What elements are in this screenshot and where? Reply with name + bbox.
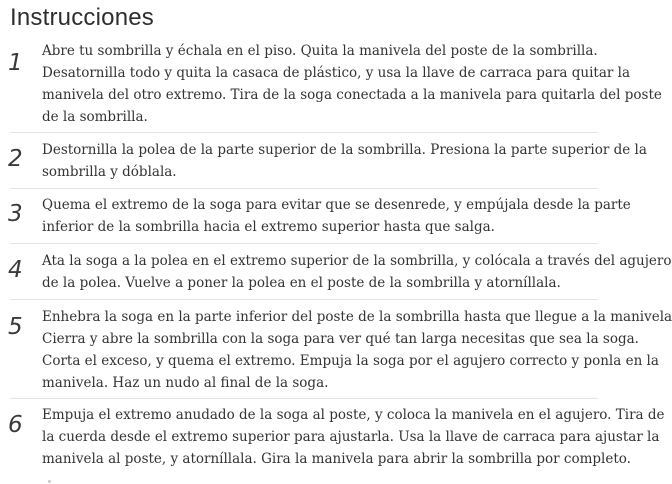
step-line: Abre tu sombrilla y échala en el piso. Quita la manivela del poste de la sombrilla.	[42, 43, 598, 59]
step-line: Desatornilla todo y quita la casaca de plástico, y usa la llave de carraca para quitar la	[42, 65, 630, 81]
step-number: 2	[8, 146, 23, 172]
step-line: Cierra y abre la sombrilla con la soga para ver qué tan larga necesitas que sea la soga.	[42, 331, 639, 347]
step-divider	[10, 243, 598, 244]
step-line: manivela del otro extremo. Tira de la soga conectada a la manivela para quitarla del poste	[42, 87, 662, 103]
step-divider	[10, 398, 598, 399]
step-divider	[10, 299, 598, 300]
step-line: Enhebra la soga en la parte inferior del poste de la sombrilla hasta que llegue a la manivela	[42, 309, 672, 325]
step-number: 4	[8, 257, 23, 283]
step-text	[42, 194, 631, 238]
step-divider	[10, 188, 598, 189]
step-line: manivela al poste, y atorníllala. Gira la manivela para abrir la sombrilla por completo.	[42, 451, 631, 467]
decorative-dot	[48, 480, 51, 483]
step-line: de la polea. Vuelve a poner la polea en el poste de la sombrilla y atorníllala.	[42, 275, 561, 291]
step-number: 6	[8, 412, 23, 438]
step-line: manivela. Haz un nudo al final de la soga.	[42, 375, 329, 391]
step-line: Corta el exceso, y quema el extremo. Empuja la soga por el agujero correcto y ponla en la	[42, 353, 659, 369]
step-number: 5	[8, 314, 23, 340]
step-line: Ata la soga a la polea en el extremo superior de la sombrilla, y colócala a través del agujero	[42, 253, 672, 269]
step-line: de la sombrilla.	[42, 109, 148, 125]
step-line: la cuerda desde el extremo superior para ajustarla. Usa la llave de carraca para ajustar la	[42, 429, 660, 445]
step-divider	[10, 132, 598, 133]
step-text	[42, 250, 672, 294]
step-text	[42, 306, 672, 394]
step-line: inferior de la sombrilla hacia el extremo superior hasta que salga.	[42, 219, 495, 235]
step-line: Empuja el extremo anudado de la soga al poste, y coloca la manivela en el agujero. Tira de	[42, 407, 665, 423]
page-title: Instrucciones	[10, 4, 154, 31]
step-line: Destornilla la polea de la parte superior de la sombrilla. Presiona la parte superior de la	[42, 142, 647, 158]
step-text	[42, 139, 647, 183]
step-text	[42, 404, 665, 470]
step-number: 1	[8, 50, 23, 76]
step-number: 3	[8, 201, 23, 227]
step-text	[42, 40, 662, 128]
step-line: Quema el extremo de la soga para evitar que se desenrede, y empújala desde la parte	[42, 197, 631, 213]
step-line: sombrilla y dóblala.	[42, 164, 177, 180]
